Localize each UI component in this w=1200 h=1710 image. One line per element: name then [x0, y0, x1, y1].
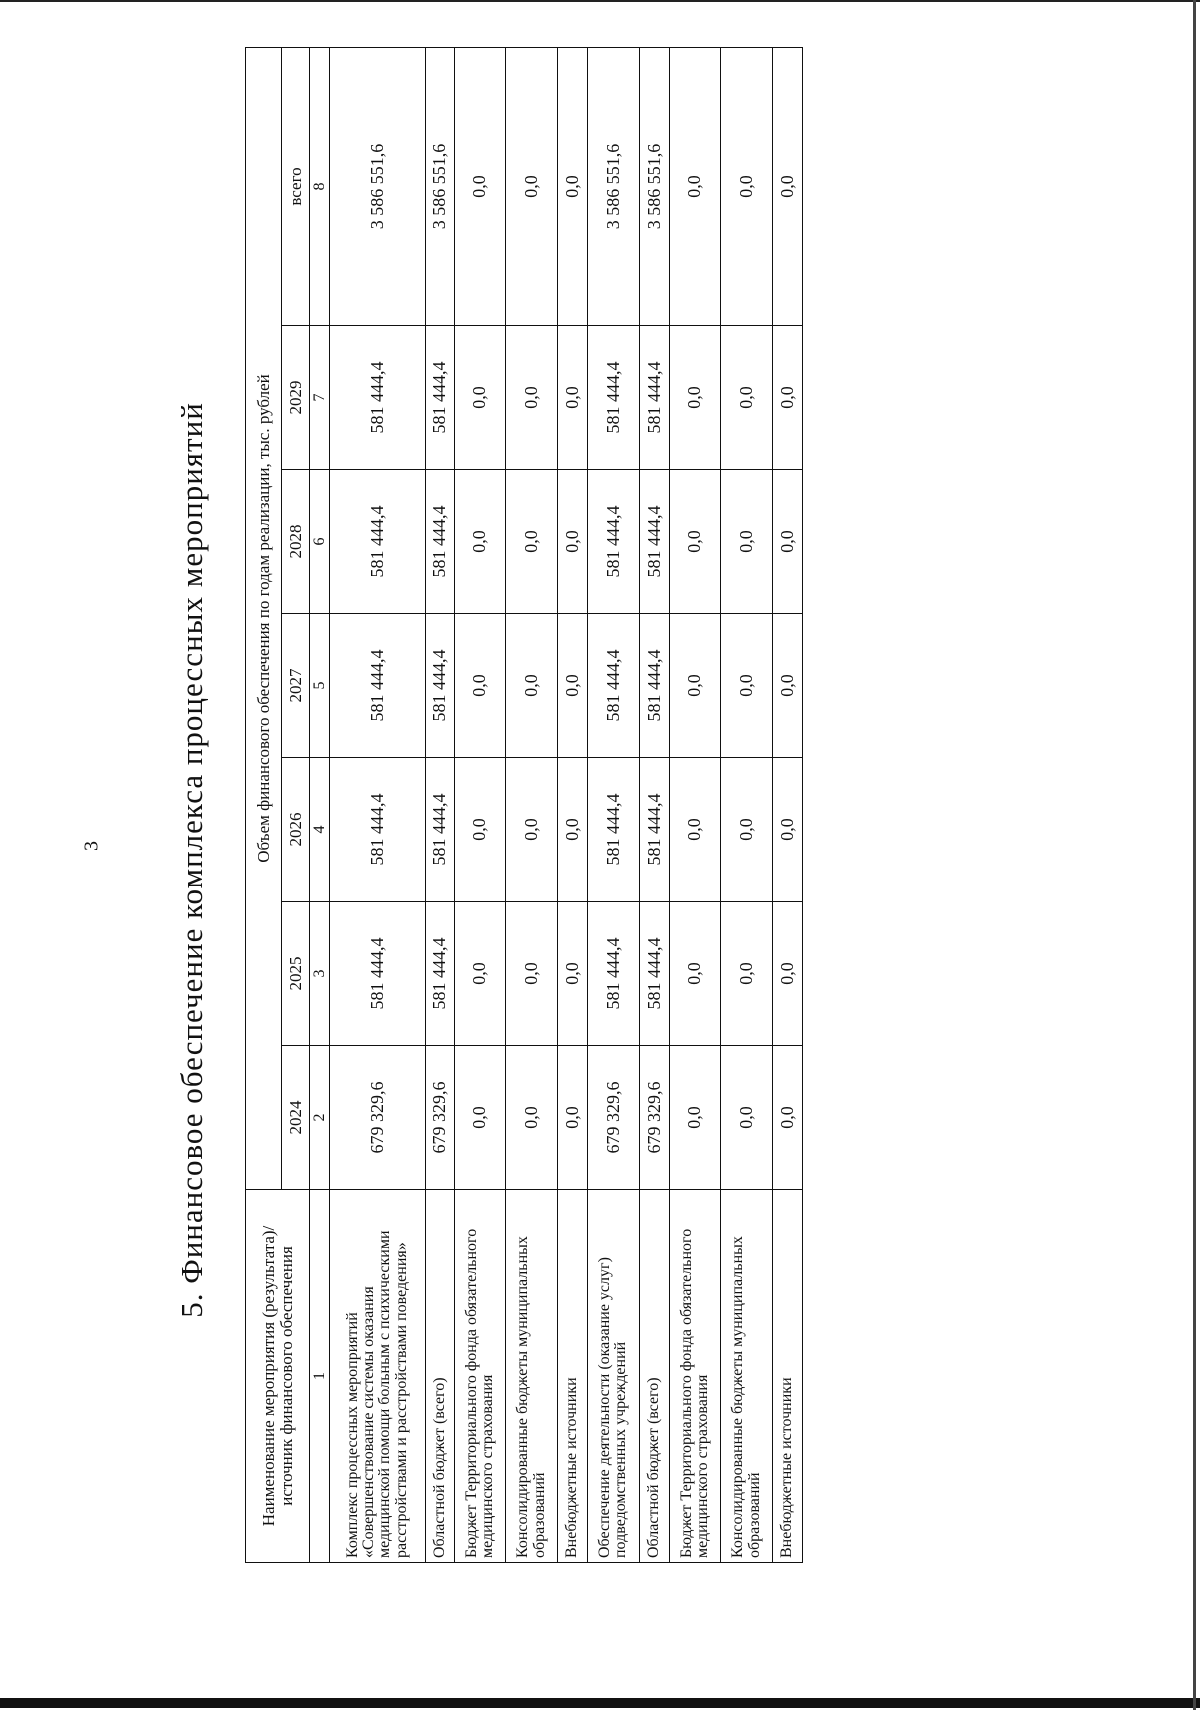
- row-name: Областной бюджет (всего): [639, 1190, 669, 1563]
- row-value: 581 444,4: [587, 902, 639, 1046]
- row-name: Бюджет Территориального фонда обязательного медицинского страхования: [669, 1190, 721, 1563]
- row-value: 0,0: [558, 47, 588, 325]
- column-number: 3: [310, 902, 330, 1046]
- row-name: Комплекс процессных мероприятий «Совершенствование системы оказания медицинской помощи больным с психическими расстройствами и расстройствами поведения»: [330, 1190, 426, 1563]
- row-value: 581 444,4: [639, 470, 669, 614]
- year-header: 2025: [282, 902, 310, 1046]
- row-value: 0,0: [454, 614, 506, 758]
- row-value: 0,0: [506, 1046, 558, 1190]
- table-row: [587, 47, 639, 1562]
- column-number: 4: [310, 758, 330, 902]
- row-value: 0,0: [773, 47, 803, 325]
- year-header: всего: [282, 47, 310, 325]
- row-name: Внебюджетные источники: [773, 1190, 803, 1563]
- table-row: [773, 47, 803, 1562]
- row-value: 0,0: [454, 47, 506, 325]
- row-value: 0,0: [773, 470, 803, 614]
- row-value: 0,0: [506, 758, 558, 902]
- table-row: [506, 47, 558, 1562]
- row-name: Внебюджетные источники: [558, 1190, 588, 1563]
- scan-border-bottom: [0, 1698, 1200, 1708]
- row-value: 0,0: [773, 758, 803, 902]
- column-number: 2: [310, 1046, 330, 1190]
- row-value: 3 586 551,6: [425, 47, 454, 325]
- row-value: 0,0: [721, 614, 773, 758]
- row-value: 3 586 551,6: [587, 47, 639, 325]
- row-value: 581 444,4: [425, 614, 454, 758]
- year-header: 2029: [282, 326, 310, 470]
- row-value: 0,0: [669, 47, 721, 325]
- column-number: 8: [310, 47, 330, 325]
- row-value: 0,0: [454, 326, 506, 470]
- table-row: [330, 47, 426, 1562]
- row-value: 581 444,4: [330, 902, 426, 1046]
- table-row: [558, 47, 588, 1562]
- row-value: 0,0: [558, 902, 588, 1046]
- page-number: 3: [80, 841, 103, 851]
- row-value: 0,0: [721, 470, 773, 614]
- row-value: 0,0: [721, 902, 773, 1046]
- year-header: 2026: [282, 758, 310, 902]
- row-value: 581 444,4: [330, 614, 426, 758]
- row-value: 581 444,4: [587, 614, 639, 758]
- table-row: [454, 47, 506, 1562]
- row-value: 0,0: [558, 758, 588, 902]
- table-row: [639, 47, 669, 1562]
- row-value: 0,0: [506, 902, 558, 1046]
- row-name: Областной бюджет (всего): [425, 1190, 454, 1563]
- row-value: 679 329,6: [330, 1046, 426, 1190]
- table-row: [721, 47, 773, 1562]
- row-name: Консолидированные бюджеты муниципальных образований: [721, 1190, 773, 1563]
- row-value: 0,0: [506, 47, 558, 325]
- header-volume: Объем финансового обеспечения по годам реализации, тыс. рублей: [246, 47, 282, 1189]
- row-value: 0,0: [506, 614, 558, 758]
- row-value: 0,0: [773, 902, 803, 1046]
- column-numbers-row: [310, 47, 330, 1562]
- row-value: 581 444,4: [587, 758, 639, 902]
- row-value: 581 444,4: [425, 470, 454, 614]
- row-value: 0,0: [669, 902, 721, 1046]
- row-value: 0,0: [721, 326, 773, 470]
- scan-border-top: [0, 0, 1200, 2]
- row-value: 3 586 551,6: [330, 47, 426, 325]
- row-name: Обеспечение деятельности (оказание услуг) подведомственных учреждений: [587, 1190, 639, 1563]
- column-number: 6: [310, 470, 330, 614]
- row-value: 0,0: [454, 758, 506, 902]
- header-name: Наименование мероприятия (результата)/ источник финансового обеспечения: [246, 1190, 310, 1563]
- row-value: 581 444,4: [639, 326, 669, 470]
- row-value: 0,0: [558, 326, 588, 470]
- row-value: 581 444,4: [330, 470, 426, 614]
- row-value: 0,0: [454, 902, 506, 1046]
- year-header: 2024: [282, 1046, 310, 1190]
- row-value: 581 444,4: [587, 470, 639, 614]
- row-name: Консолидированные бюджеты муниципальных образований: [506, 1190, 558, 1563]
- section-title: 5. Финансовое обеспечение комплекса процессных мероприятий: [174, 402, 209, 1318]
- row-value: 581 444,4: [425, 902, 454, 1046]
- row-value: 0,0: [558, 470, 588, 614]
- row-value: 0,0: [558, 614, 588, 758]
- row-value: 0,0: [773, 1046, 803, 1190]
- row-value: 0,0: [773, 326, 803, 470]
- row-value: 581 444,4: [639, 614, 669, 758]
- row-name: Бюджет Территориального фонда обязательного медицинского страхования: [454, 1190, 506, 1563]
- year-header: 2027: [282, 614, 310, 758]
- row-value: 0,0: [721, 1046, 773, 1190]
- row-value: 679 329,6: [425, 1046, 454, 1190]
- row-value: 0,0: [721, 758, 773, 902]
- row-value: 0,0: [773, 614, 803, 758]
- row-value: 0,0: [506, 326, 558, 470]
- table-holder: [245, 48, 803, 1563]
- table-wrapper: [245, 48, 803, 1563]
- column-number: 7: [310, 326, 330, 470]
- row-value: 0,0: [669, 470, 721, 614]
- row-value: 0,0: [721, 47, 773, 325]
- table-row: [425, 47, 454, 1562]
- row-value: 679 329,6: [639, 1046, 669, 1190]
- row-value: 0,0: [669, 758, 721, 902]
- row-value: 0,0: [506, 470, 558, 614]
- row-value: 581 444,4: [639, 758, 669, 902]
- row-value: 0,0: [669, 614, 721, 758]
- financing-table: [245, 47, 803, 1563]
- row-value: 581 444,4: [425, 758, 454, 902]
- row-value: 0,0: [558, 1046, 588, 1190]
- column-number: 1: [310, 1190, 330, 1563]
- row-value: 581 444,4: [587, 326, 639, 470]
- row-value: 581 444,4: [639, 902, 669, 1046]
- column-number: 5: [310, 614, 330, 758]
- row-value: 0,0: [454, 470, 506, 614]
- year-header: 2028: [282, 470, 310, 614]
- row-value: 679 329,6: [587, 1046, 639, 1190]
- table-row: [669, 47, 721, 1562]
- table-body: [330, 47, 803, 1562]
- row-value: 0,0: [454, 1046, 506, 1190]
- scan-border-right: [1193, 0, 1196, 1710]
- row-value: 0,0: [669, 1046, 721, 1190]
- row-value: 581 444,4: [330, 326, 426, 470]
- row-value: 0,0: [669, 326, 721, 470]
- row-value: 581 444,4: [425, 326, 454, 470]
- row-value: 3 586 551,6: [639, 47, 669, 325]
- row-value: 581 444,4: [330, 758, 426, 902]
